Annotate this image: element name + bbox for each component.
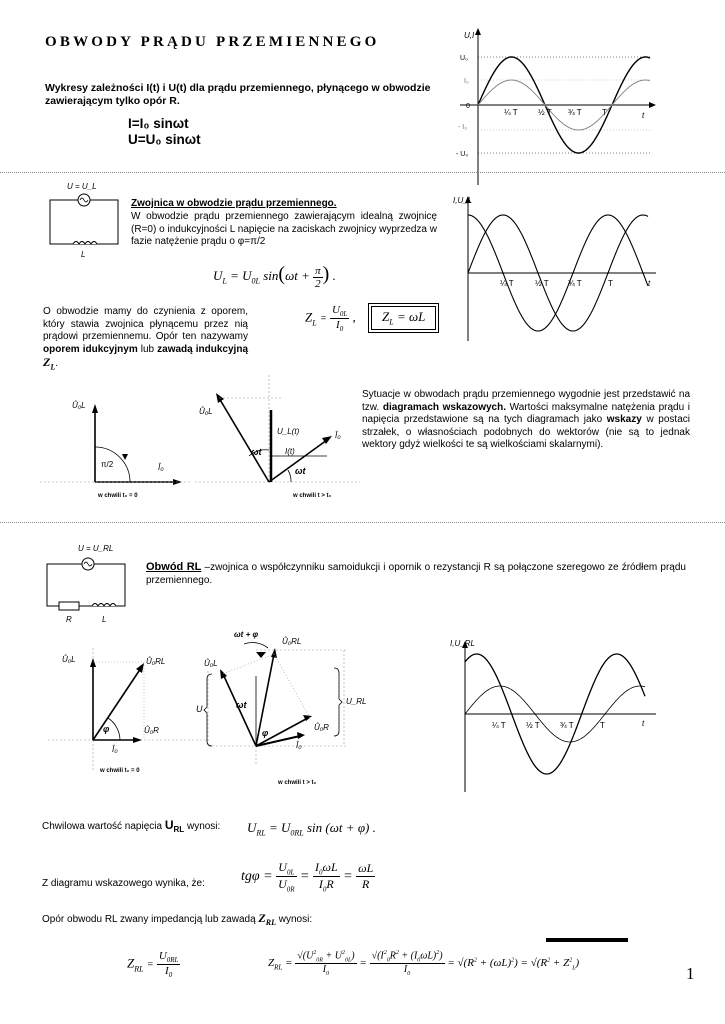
phasor4-caption: w chwili t > t₀ — [278, 780, 317, 786]
graph1-tick-u0: U₀ — [460, 55, 468, 62]
inductor-formula: $U_L = U_{0L}$ sin(ωt + $\frac{\pi}{2}$ ) . — [213, 263, 336, 290]
zl-boxed: $Z_L = \omega L$ — [371, 306, 436, 330]
phasor4-u0rl-label: Û₀RL — [282, 637, 302, 646]
graph2-tick-half: ½ T — [535, 279, 549, 288]
graph3-y-label: I,U_RL — [450, 639, 475, 648]
graph1-tick-3quarter: ¾ T — [568, 108, 582, 117]
circuit-rl-l-label: L — [102, 615, 107, 624]
phasor4-u0r-label: Û₀R — [314, 723, 329, 732]
graph2-tick-full: T — [608, 279, 613, 288]
graph3-x-label: t — [642, 719, 645, 728]
phasor2-ul-label: U_L(t) — [277, 427, 300, 436]
emphasis-bar — [546, 938, 628, 942]
page-number: 1 — [686, 964, 695, 983]
graph3-tick-full: T — [600, 721, 605, 730]
phasor2-caption: w chwili t > t₀ — [293, 493, 332, 499]
inductor-text: W obwodzie prądu przemiennego zawierającym idealną zwojnicę (R=0) o indukcyjności L napięcie na zaciskach zwojnicy wyprzedza w fazie natężenie prądu o φ=π/2 — [131, 211, 437, 247]
graph3-tick-half: ½ T — [526, 721, 540, 730]
rl-description: Obwód RL –zwojnica o współczynniku samoidukcji i opornik o rezystancji R są połączone szeregowo ze źródłem prądu przemiennego. — [146, 561, 686, 586]
phasor1-angle-label: π/2 — [101, 460, 114, 469]
page-title: OBWODY PRĄDU PRZEMIENNEGO — [45, 34, 380, 50]
graph1-tick-minus-u0: - U₀ — [456, 151, 469, 158]
instant-voltage-text: Chwilowa wartość napięcia $U_{RL}$ wynosi: — [42, 818, 221, 834]
graph3-tick-quarter: ¼ T — [492, 721, 506, 730]
formula-voltage: U=U₀ sinωt — [128, 132, 201, 147]
phasor4-top-label: ωt + φ — [234, 630, 259, 639]
graph2-tick-quarter: ¼ T — [500, 279, 514, 288]
graph-resistor-ui — [430, 25, 660, 190]
phasor3-caption: w chwili t₀ = 0 — [100, 768, 140, 774]
phasor4-i-label: Î₀ — [296, 741, 302, 750]
inductor-resistance-text: O obwodzie mamy do czynienia z oporem, który stawia zwojnica płynącemu przez nią prądowi przemiennemu. Opór ten nazywamy oporem idukcyjnym lub zawadą indukcyjną $Z_L$. — [43, 306, 248, 372]
phasor4-u-label: U — [196, 704, 203, 714]
phasor3-phi-label: φ — [103, 724, 110, 734]
phasor1-i-label: Î₀ — [158, 463, 164, 472]
circuit-r-label: R — [66, 615, 72, 624]
phasor4-phi-label: φ — [262, 728, 269, 738]
graph3-tick-3quarter: ¾ T — [560, 721, 574, 730]
phasor3-u0l-label: Û₀L — [62, 655, 76, 664]
phasor-rl-t0 — [48, 640, 208, 780]
circuit-inductor — [45, 180, 125, 260]
phasor3-u0r-label: Û₀R — [144, 726, 159, 735]
impedance-definition: $Z_{RL}$ = $\frac{U_{0RL}}{I_0}$ — [127, 950, 179, 980]
separator-2 — [0, 522, 725, 523]
phasor1-caption: w chwili t₀ = 0 — [98, 493, 138, 499]
inductor-heading: Zwojnica w obwodzie prądu przemiennego. — [131, 198, 337, 209]
impedance-formula: $Z_{RL}$ = $\frac{√(U^2_{0R} + U^2_{0L})}{I_0}$ = $\frac{√(I^2_0R^2 + (I_0\omega L)^2)}{I_0}$ = $√(R^2 + (\omega L)^2) = √(R^2 + Z^2_L)$ — [268, 950, 580, 978]
graph1-tick-full: T — [602, 108, 607, 117]
phasor4-wt-label: ωt — [236, 700, 247, 710]
graph1-tick-minus-i0: - I₀ — [458, 124, 468, 131]
phasor2-wt2-label: ωt — [295, 466, 306, 476]
phasor1-u-label: Û₀L — [72, 401, 86, 410]
phasor-inductor-t0 — [40, 382, 190, 502]
phasor2-it-label: I(t) — [285, 447, 295, 456]
graph2-y-label: I,U_L — [453, 196, 473, 205]
graph1-tick-quarter: ¼ T — [504, 108, 518, 117]
phasor3-u0rl-label: Û₀RL — [146, 657, 166, 666]
graph1-tick-i0: I₀ — [464, 78, 469, 85]
circuit-inductor-label: U = U_L — [67, 182, 97, 191]
zl-definition: $Z_L$ = $\frac{U_{0L}}{I_0}$ , — [305, 304, 356, 334]
phasor-inductor-t — [195, 370, 360, 502]
graph-rl — [440, 636, 665, 794]
phasor2-wt1-label: ωt — [251, 447, 262, 457]
graph2-x-label: t — [648, 279, 651, 288]
phasor-rl-t — [196, 626, 371, 791]
impedance-text: Opór obwodu RL zwany impedancją lub zawadą $Z_{RL}$ wynosi: — [42, 911, 313, 927]
graph1-tick-zero: 0 — [466, 103, 470, 110]
phasor2-i-label: Î₀ — [335, 431, 341, 440]
phasor-relation-text: Z diagramu wskazowego wynika, że: — [42, 878, 205, 889]
phasor4-url-label: U_RL — [346, 697, 367, 706]
phasor3-i-label: Î₀ — [112, 745, 118, 754]
separator-1 — [0, 172, 725, 173]
graph1-y-label: U,I — [464, 31, 475, 40]
graph-inductor — [448, 193, 666, 343]
graph1-x-label: t — [642, 111, 645, 120]
graph1-tick-half: ½ T — [538, 108, 552, 117]
instant-voltage-formula: $U_{RL} = U_{0RL}$ sin (ωt + φ) . — [247, 820, 376, 838]
circuit-l-label: L — [81, 250, 86, 259]
circuit-rl — [42, 542, 132, 624]
phasor4-u0l-label: Û₀L — [204, 659, 218, 668]
formula-current: I=I₀ sinωt — [128, 116, 189, 131]
graph2-tick-3quarter: ¾ T — [568, 279, 582, 288]
intro-text: Wykresy zależności I(t) i U(t) dla prądu przemiennego, płynącego w obwodzie zawierającym tylko opór R. — [45, 82, 431, 107]
tangent-formula: tgφ = $\frac{U_{0L}}{U_{0R}}$ = $\frac{I_0\omega L}{I_0R}$ = $\frac{\omega L}{R}$ — [241, 860, 374, 894]
phasor2-u-label: Û₀L — [199, 407, 213, 416]
circuit-rl-label: U = U_RL — [78, 544, 114, 553]
phasor-diagram-text: Sytuacje w obwodach prądu przemiennego wygodnie jest przedstawić na tzw. diagramach wskazowych. Wartości maksymalne natężenia prądu i napięcia przedstawione są na tych diagramach jako wskazy w postaci strzałek, o własnościach podobnych do wektorów (nie są to jednak wektory gdyż wielkości te są wielkościami skalarnymi). — [362, 389, 690, 450]
